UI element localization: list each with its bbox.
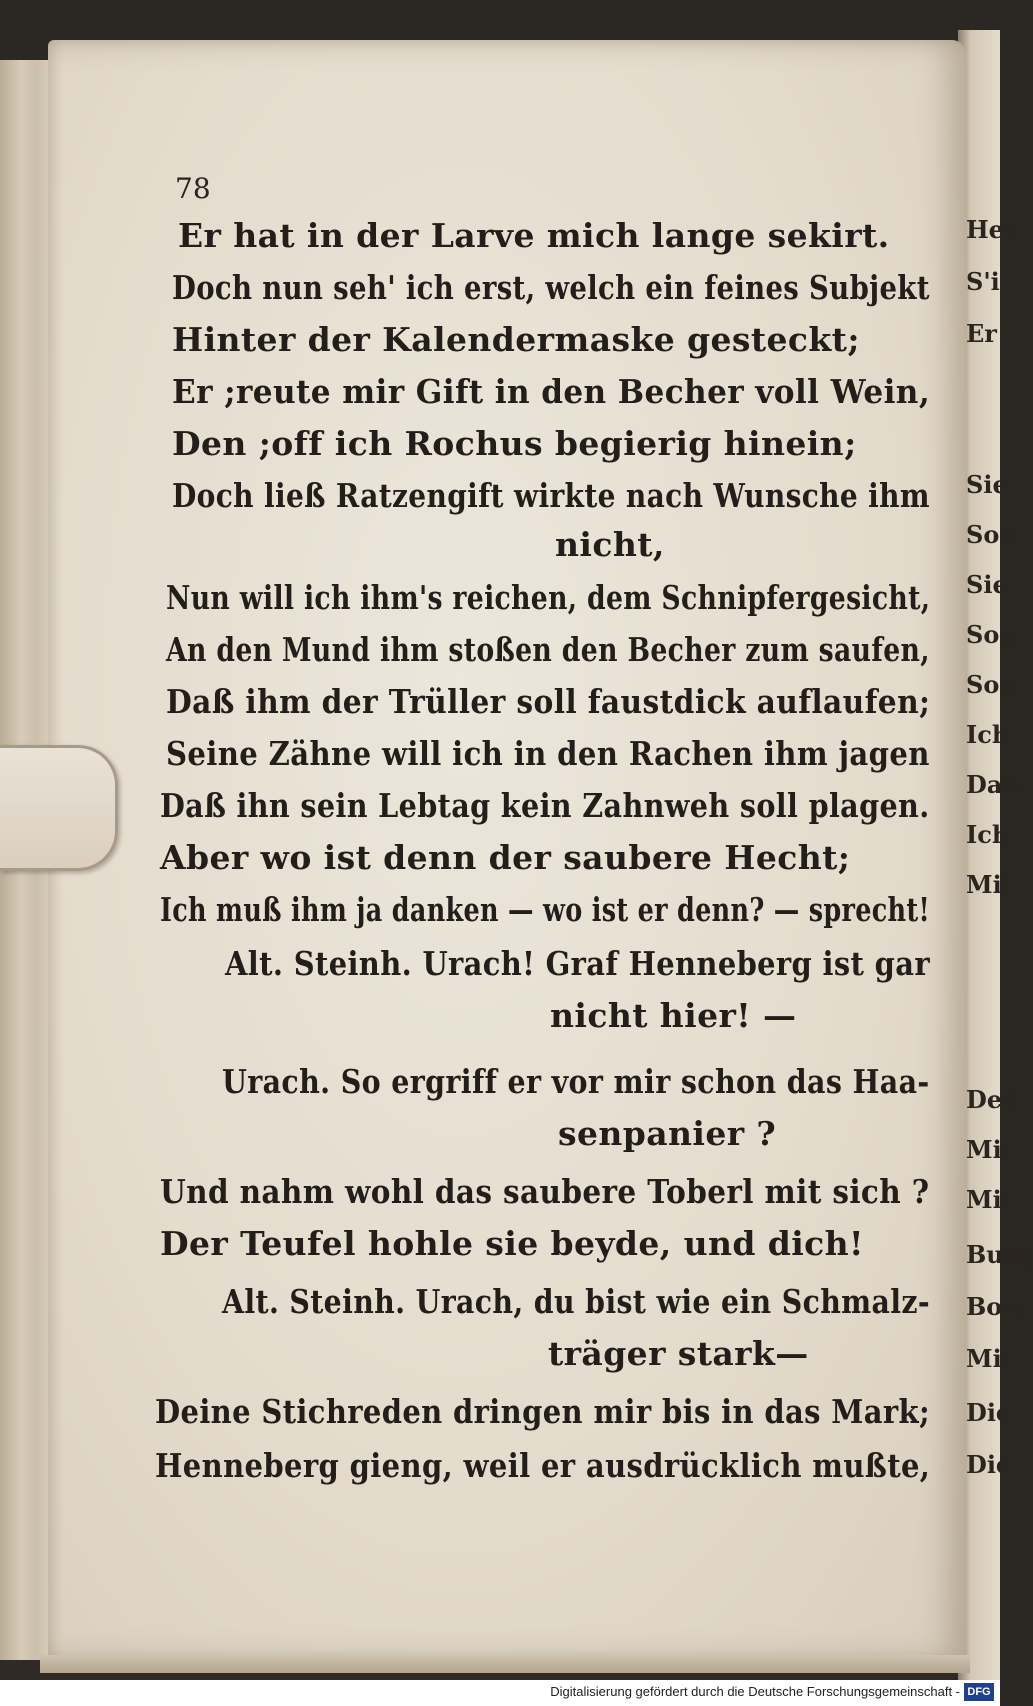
footer-bar xyxy=(0,1680,1000,1706)
facing-page-fragment: Er xyxy=(966,319,997,348)
speaker-line: Urach. So ergriff er vor mir schon das Haa- xyxy=(222,1062,930,1101)
text-line: Hinter der Kalendermaske gesteckt; xyxy=(172,320,860,359)
text-line: Daß ihn sein Lebtag kein Zahnweh soll plagen. xyxy=(160,786,930,825)
text-line: nicht hier! — xyxy=(550,996,797,1035)
text-line: Deine Stichreden dringen mir bis in das Mark; xyxy=(155,1392,931,1431)
text-line: Henneberg gieng, weil er ausdrücklich mußte, xyxy=(155,1446,931,1485)
footer-credit: Digitalisierung gefördert durch die Deutsche Forschungsgemeinschaft - xyxy=(550,1684,960,1699)
facing-page-fragment: Sog xyxy=(966,520,1017,549)
facing-page-fragment: Deß xyxy=(966,1085,1021,1114)
facing-page-fragment: Die xyxy=(966,1450,1012,1479)
facing-page-fragment: Sog xyxy=(966,620,1017,649)
text-line: Er ;reute mir Gift in den Becher voll Wein, xyxy=(172,372,931,411)
facing-page-fragment: Mit xyxy=(966,870,1013,899)
text-line: Und nahm wohl das saubere Toberl mit sich ? xyxy=(160,1172,930,1211)
facing-page-fragment: S'i xyxy=(966,267,1000,296)
text-line: Ich muß ihm ja danken — wo ist er denn? — sprecht! xyxy=(160,890,930,929)
facing-page-fragment: Mit xyxy=(966,1185,1013,1214)
speaker-line: Alt. Steinh. Urach, du bist wie ein Schmalz- xyxy=(222,1282,930,1321)
facing-page-fragment: Ich xyxy=(966,720,1010,749)
facing-page-fragment: Bom xyxy=(966,1292,1028,1321)
text-line: Nun will ich ihm's reichen, dem Schnipfergesicht, xyxy=(166,578,931,617)
facing-page-fragment: Daß xyxy=(966,770,1021,799)
text-line: Aber wo ist denn der saubere Hecht; xyxy=(160,838,851,877)
text-line: An den Mund ihm stoßen den Becher zum saufen, xyxy=(166,630,930,669)
facing-page-fragment: Mit xyxy=(966,1135,1013,1164)
text-line: Der Teufel hohle sie beyde, und dich! xyxy=(160,1224,864,1263)
text-line: Doch ließ Ratzengift wirkte nach Wunsche ihm xyxy=(172,476,930,515)
text-line: träger stark— xyxy=(548,1334,809,1373)
bookmark-tab xyxy=(0,745,118,871)
facing-page-fragment: Sie xyxy=(966,470,1008,499)
text-line: nicht, xyxy=(555,525,665,564)
page-number: 78 xyxy=(175,172,211,205)
text-line: Den ;off ich Rochus begierig hinein; xyxy=(172,424,857,463)
text-line: Seine Zähne will ich in den Rachen ihm jagen xyxy=(166,734,930,773)
facing-page-fragment: Burg xyxy=(966,1240,1033,1269)
facing-page-fragment: Ich xyxy=(966,820,1010,849)
facing-page-fragment: Mit xyxy=(966,1344,1013,1373)
facing-page-fragment: Her xyxy=(966,215,1017,244)
text-line: Doch nun seh' ich erst, welch ein feines Subjekt xyxy=(172,268,930,307)
facing-page-fragment: Sie xyxy=(966,570,1008,599)
facing-page-fragment: Sog xyxy=(966,670,1017,699)
dfg-logo: DFG xyxy=(964,1683,994,1701)
text-line: Er hat in der Larve mich lange sekirt. xyxy=(178,216,890,255)
facing-page-fragment: Die xyxy=(966,1398,1012,1427)
book-bottom-edge xyxy=(40,1655,970,1673)
speaker-line: Alt. Steinh. Urach! Graf Henneberg ist gar xyxy=(225,944,930,983)
text-line: senpanier ? xyxy=(558,1114,777,1153)
text-line: Daß ihm der Trüller soll faustdick auflaufen; xyxy=(166,682,931,721)
